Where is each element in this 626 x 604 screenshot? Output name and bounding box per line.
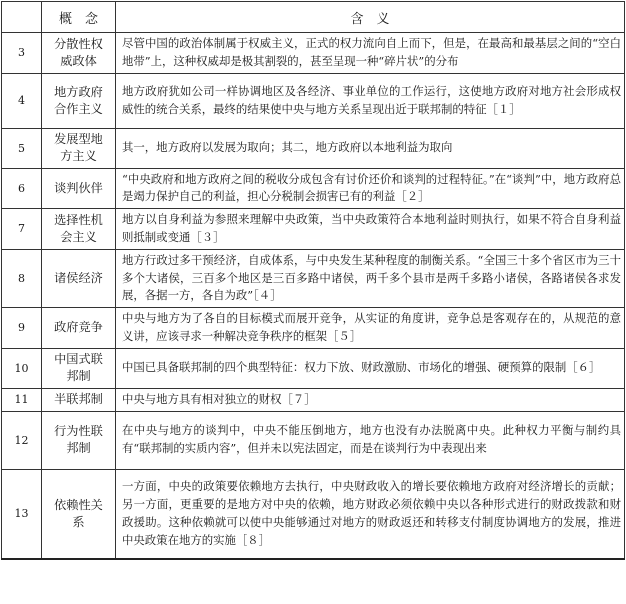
header-concept: 概 念	[42, 2, 116, 33]
row-concept-text: 谈判伙伴	[54, 180, 103, 195]
row-number: 4	[2, 73, 42, 128]
row-concept	[42, 128, 116, 168]
row-number: 12	[2, 411, 42, 469]
row-concept-text: 半联邦制	[54, 392, 103, 407]
row-concept-text: 发展型地方主义	[54, 132, 103, 164]
table-row	[2, 308, 625, 349]
row-concept-text: 依赖性关系	[54, 497, 103, 529]
row-meaning: “中央政府和地方政府之间的税收分成包含有讨价还价和谈判的过程特征。”在“谈判”中，地方政府总是竭力保护自己的利益，担心分税制会损害已有的利益［２］	[116, 168, 625, 209]
row-concept	[42, 249, 116, 307]
row-number: 6	[2, 168, 42, 209]
row-concept	[42, 308, 116, 349]
row-concept	[42, 209, 116, 250]
row-concept-text: 诸侯经济	[54, 270, 103, 285]
table-row	[2, 469, 625, 559]
concept-table-container	[1, 1, 624, 560]
row-concept-text: 政府竞争	[54, 320, 103, 335]
row-meaning: 中央与地方为了各自的目标模式而展开竞争，从实证的角度讲，竞争总是客观存在的，从规范的意义讲，应该寻求一种解决竞争秩序的框架［５］	[116, 308, 625, 349]
row-concept-text: 选择性机会主义	[54, 212, 103, 244]
table-row	[2, 209, 625, 250]
row-concept	[42, 73, 116, 128]
row-number: 13	[2, 469, 42, 559]
row-concept	[42, 168, 116, 209]
table-row	[2, 411, 625, 469]
row-concept-text: 地方政府合作主义	[54, 84, 103, 116]
row-number: 5	[2, 128, 42, 168]
row-meaning: 中国已具备联邦制的四个典型特征：权力下放、财政激励、市场化的增强、硬预算的限制［６］	[116, 348, 625, 388]
row-number: 3	[2, 33, 42, 74]
row-meaning: 中央与地方具有相对独立的财权［７］	[116, 388, 625, 411]
table-row	[2, 249, 625, 307]
row-meaning: 地方政府犹如公司一样协调地区及各经济、事业单位的工作运行，这使地方政府对地方社会形成权威性的统合关系，最终的结果使中央与地方关系呈现出近于联邦制的特征［１］	[116, 73, 625, 128]
row-meaning: 尽管中国的政治体制属于权威主义，正式的权力流向自上而下，但是，在最高和最基层之间的“空白地带”上，这种权威却是极其割裂的，甚至呈现一种“碎片状”的分布	[116, 33, 625, 74]
row-concept	[42, 411, 116, 469]
row-number: 10	[2, 348, 42, 388]
header-meaning: 含 义	[116, 2, 625, 33]
row-meaning: 一方面，中央的政策要依赖地方去执行，中央财政收入的增长要依赖地方政府对经济增长的贡献；另一方面，更重要的是地方对中央的依赖，地方财政必须依赖中央以各种形式进行的财政拨款和财政援助。这种依赖就可以使中央能够通过对地方的财政返还和转移支付制度协调地方的发展，推进中央政策在地方的实施［８］	[116, 469, 625, 559]
table-row	[2, 168, 625, 209]
concept-table	[1, 1, 625, 560]
row-number: 9	[2, 308, 42, 349]
table-header-row	[2, 2, 625, 33]
row-meaning: 在中央与地方的谈判中，中央不能压倒地方，地方也没有办法脱离中央。此种权力平衡与制约具有“联邦制的实质内容”，但并未以宪法固定，而是在谈判行为中表现出来	[116, 411, 625, 469]
row-concept-text: 中国式联邦制	[54, 352, 103, 384]
table-row	[2, 128, 625, 168]
table-row	[2, 388, 625, 411]
table-row	[2, 348, 625, 388]
row-concept-text: 分散性权威政体	[54, 36, 103, 68]
table-row	[2, 33, 625, 74]
table-row	[2, 73, 625, 128]
row-concept	[42, 388, 116, 411]
header-number-cell	[2, 2, 42, 33]
row-meaning: 地方行政过多干预经济，自成体系，与中央发生某种程度的制衡关系。“全国三十多个省区市为三十多个大诸侯，三百多个地区是三百多路中诸侯，两千多个县市是两千多路小诸侯，各路诸侯各求发展，各据一方，各自为政”［４］	[116, 249, 625, 307]
row-number: 8	[2, 249, 42, 307]
row-concept	[42, 469, 116, 559]
row-concept	[42, 33, 116, 74]
row-meaning: 地方以自身利益为参照来理解中央政策，当中央政策符合本地利益时则执行，如果不符合自身利益则抵制或变通［３］	[116, 209, 625, 250]
row-number: 11	[2, 388, 42, 411]
row-meaning: 其一，地方政府以发展为取向；其二，地方政府以本地利益为取向	[116, 128, 625, 168]
row-number: 7	[2, 209, 42, 250]
row-concept-text: 行为性联邦制	[54, 424, 103, 456]
row-concept	[42, 348, 116, 388]
